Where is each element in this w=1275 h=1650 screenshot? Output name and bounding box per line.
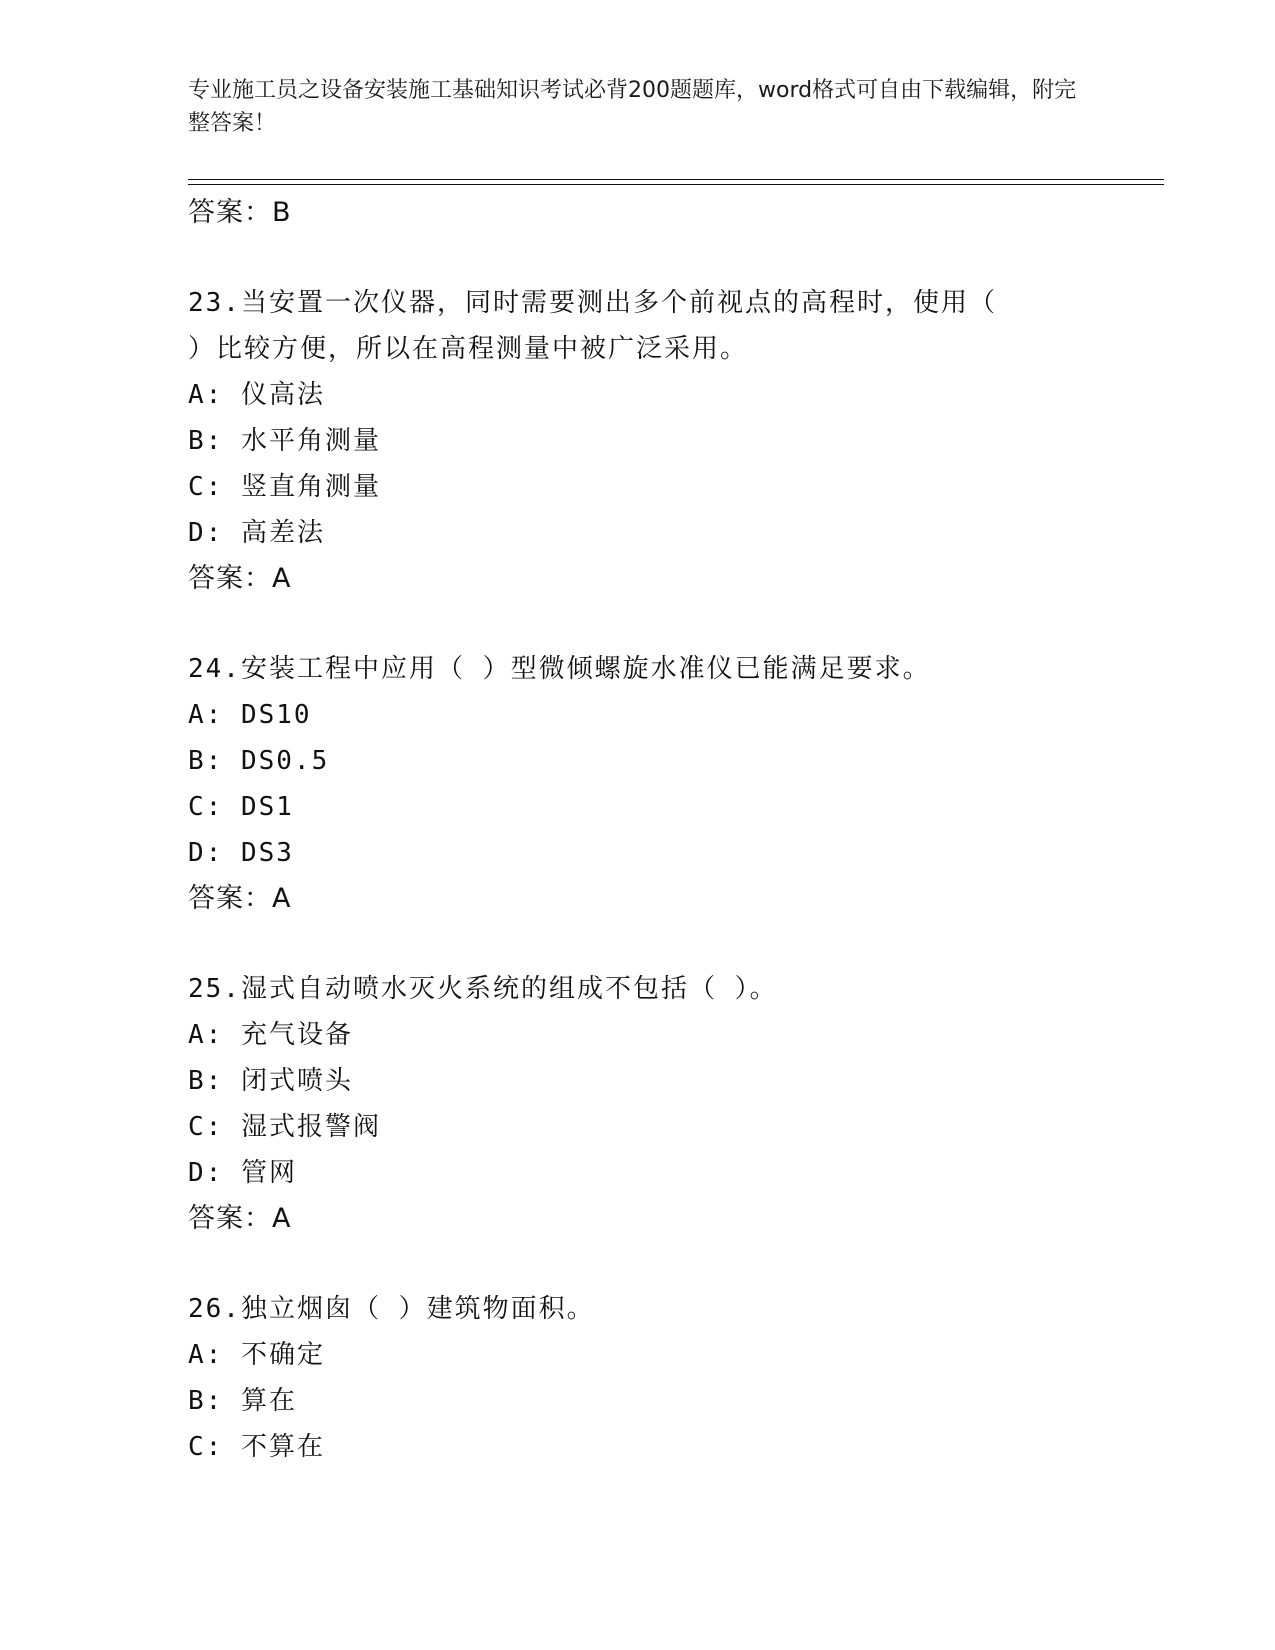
answer-line: 答案：A <box>188 1203 292 1234</box>
question-block <box>188 646 1088 922</box>
option-d: D: 高差法 <box>188 518 325 548</box>
option-a: A: 不确定 <box>188 1340 325 1370</box>
option-b: B: 算在 <box>188 1386 297 1416</box>
header-divider-secondary <box>188 184 1164 185</box>
option-a: A: 仪高法 <box>188 380 325 410</box>
question-text: 26.独立烟囱（ ）建筑物面积。 <box>188 1294 595 1324</box>
question-block <box>188 280 1088 602</box>
document-body <box>188 190 1088 1470</box>
answer-line: 答案：B <box>188 197 292 228</box>
option-a: A: DS10 <box>188 700 312 730</box>
question-text: 24.安装工程中应用（ ）型微倾螺旋水准仪已能满足要求。 <box>188 654 931 684</box>
spacer <box>188 1242 1088 1286</box>
question-text: 23.当安置一次仪器，同时需要测出多个前视点的高程时，使用（ ）比较方便，所以在高程测量中被广泛采用。 <box>188 288 997 364</box>
option-d: D: DS3 <box>188 838 294 868</box>
option-d: D: 管网 <box>188 1158 297 1188</box>
option-c: C: 竖直角测量 <box>188 472 381 502</box>
question-text: 25.湿式自动喷水灭火系统的组成不包括（ ）。 <box>188 974 778 1004</box>
option-c: C: 不算在 <box>188 1432 325 1462</box>
header-title: 专业施工员之设备安装施工基础知识考试必背200题题库，word格式可自由下载编辑，附完整答案！ <box>188 78 1077 136</box>
header-divider <box>188 179 1164 180</box>
spacer <box>188 602 1088 646</box>
option-c: C: 湿式报警阀 <box>188 1112 381 1142</box>
option-b: B: DS0.5 <box>188 746 330 776</box>
question-block <box>188 966 1088 1242</box>
answer-line: 答案：A <box>188 883 292 914</box>
option-b: B: 水平角测量 <box>188 426 381 456</box>
answer-line: 答案：A <box>188 563 292 594</box>
spacer <box>188 922 1088 966</box>
document-header <box>188 74 1078 140</box>
spacer <box>188 236 1088 280</box>
option-b: B: 闭式喷头 <box>188 1066 353 1096</box>
question-block <box>188 1286 1088 1470</box>
option-c: C: DS1 <box>188 792 294 822</box>
option-a: A: 充气设备 <box>188 1020 353 1050</box>
